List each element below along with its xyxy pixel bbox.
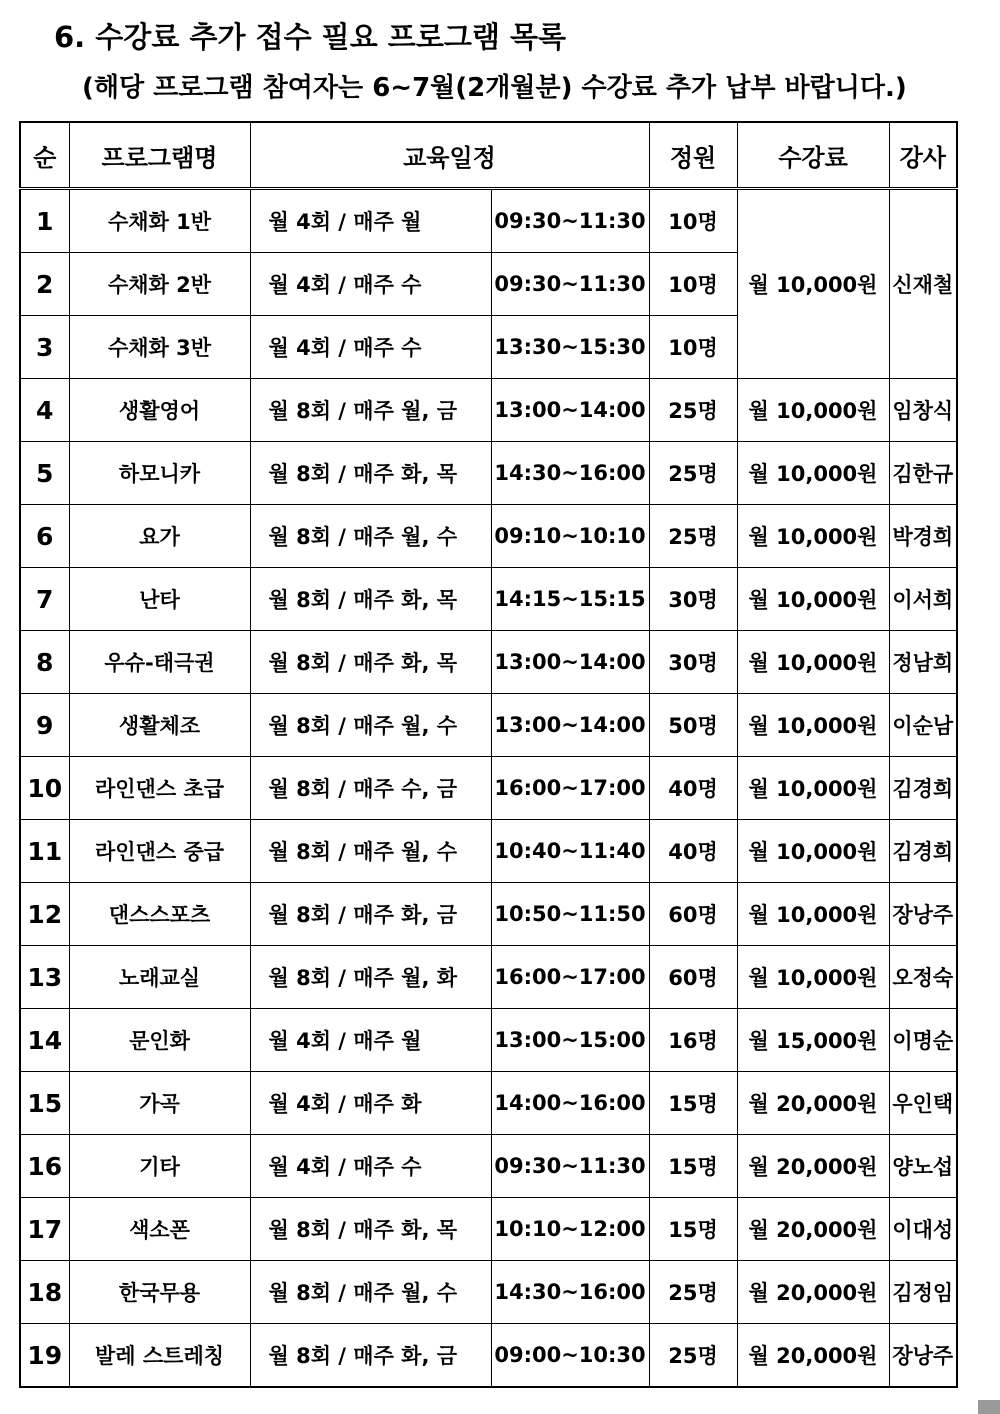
row-number: 13: [20, 946, 69, 1009]
row-number: 19: [20, 1324, 69, 1388]
row-number: 18: [20, 1261, 69, 1324]
fee: 월 10,000원: [737, 442, 889, 505]
instructor: 장낭주: [889, 1324, 957, 1388]
schedule-time: 09:30~11:30: [491, 189, 649, 253]
row-number: 3: [20, 316, 69, 379]
schedule-time: 13:30~15:30: [491, 316, 649, 379]
header-instructor: 강사: [889, 122, 957, 189]
program-name: 난타: [69, 568, 250, 631]
program-name: 발레 스트레칭: [69, 1324, 250, 1388]
fee: 월 10,000원: [737, 631, 889, 694]
fee: 월 10,000원: [737, 946, 889, 1009]
table-row: [20, 442, 957, 505]
instructor: 양노섭: [889, 1135, 957, 1198]
row-number: 9: [20, 694, 69, 757]
row-number: 11: [20, 820, 69, 883]
fee: 월 10,000원: [737, 568, 889, 631]
instructor: 김정임: [889, 1261, 957, 1324]
header-program: 프로그램명: [69, 122, 250, 189]
schedule-time: 13:00~15:00: [491, 1009, 649, 1072]
schedule-time: 14:15~15:15: [491, 568, 649, 631]
instructor: 김경희: [889, 820, 957, 883]
schedule-days: 월 8회 / 매주 월, 금: [250, 379, 491, 442]
row-number: 17: [20, 1198, 69, 1261]
capacity: 40명: [649, 757, 737, 820]
fee: 월 10,000원: [737, 505, 889, 568]
row-number: 4: [20, 379, 69, 442]
instructor: 신재철: [889, 189, 957, 379]
schedule-days: 월 4회 / 매주 월: [250, 1009, 491, 1072]
instructor: 김경희: [889, 757, 957, 820]
row-number: 6: [20, 505, 69, 568]
schedule-time: 13:00~14:00: [491, 694, 649, 757]
schedule-days: 월 4회 / 매주 월: [250, 189, 491, 253]
row-number: 7: [20, 568, 69, 631]
schedule-days: 월 8회 / 매주 월, 수: [250, 1261, 491, 1324]
capacity: 10명: [649, 189, 737, 253]
program-name: 색소폰: [69, 1198, 250, 1261]
row-number: 12: [20, 883, 69, 946]
instructor: 이순남: [889, 694, 957, 757]
instructor: 이서희: [889, 568, 957, 631]
instructor: 김한규: [889, 442, 957, 505]
schedule-days: 월 4회 / 매주 수: [250, 1135, 491, 1198]
fee: 월 20,000원: [737, 1198, 889, 1261]
fee: 월 10,000원: [737, 379, 889, 442]
schedule-time: 09:30~11:30: [491, 1135, 649, 1198]
capacity: 25명: [649, 505, 737, 568]
capacity: 60명: [649, 883, 737, 946]
program-name: 댄스스포츠: [69, 883, 250, 946]
fee: 월 10,000원: [737, 757, 889, 820]
schedule-days: 월 4회 / 매주 수: [250, 253, 491, 316]
fee: 월 20,000원: [737, 1135, 889, 1198]
capacity: 25명: [649, 1324, 737, 1388]
header-no: 순: [20, 122, 69, 189]
schedule-days: 월 8회 / 매주 월, 화: [250, 946, 491, 1009]
capacity: 15명: [649, 1072, 737, 1135]
table-row: [20, 883, 957, 946]
instructor: 장낭주: [889, 883, 957, 946]
instructor: 이대성: [889, 1198, 957, 1261]
schedule-time: 14:30~16:00: [491, 1261, 649, 1324]
schedule-time: 10:10~12:00: [491, 1198, 649, 1261]
capacity: 60명: [649, 946, 737, 1009]
program-name: 기타: [69, 1135, 250, 1198]
document-title: 6. 수강료 추가 접수 필요 프로그램 목록: [54, 20, 566, 54]
instructor: 우인택: [889, 1072, 957, 1135]
header-schedule: 교육일정: [250, 122, 649, 189]
program-name: 수채화 1반: [69, 189, 250, 253]
schedule-time: 14:30~16:00: [491, 442, 649, 505]
row-number: 14: [20, 1009, 69, 1072]
capacity: 16명: [649, 1009, 737, 1072]
instructor: 오정숙: [889, 946, 957, 1009]
schedule-time: 09:10~10:10: [491, 505, 649, 568]
program-name: 문인화: [69, 1009, 250, 1072]
capacity: 15명: [649, 1198, 737, 1261]
program-name: 라인댄스 초급: [69, 757, 250, 820]
schedule-days: 월 8회 / 매주 월, 수: [250, 694, 491, 757]
capacity: 10명: [649, 316, 737, 379]
schedule-days: 월 8회 / 매주 월, 수: [250, 505, 491, 568]
row-number: 8: [20, 631, 69, 694]
row-number: 10: [20, 757, 69, 820]
capacity: 25명: [649, 442, 737, 505]
table-row: [20, 1009, 957, 1072]
table-row: [20, 379, 957, 442]
table-row: [20, 1198, 957, 1261]
table-row: [20, 189, 957, 253]
table-row: [20, 631, 957, 694]
fee: 월 10,000원: [737, 883, 889, 946]
instructor: 이명순: [889, 1009, 957, 1072]
table-row: [20, 505, 957, 568]
program-name: 라인댄스 중급: [69, 820, 250, 883]
table-row: [20, 568, 957, 631]
program-name: 수채화 2반: [69, 253, 250, 316]
table-row: [20, 820, 957, 883]
schedule-time: 09:00~10:30: [491, 1324, 649, 1388]
row-number: 2: [20, 253, 69, 316]
instructor: 정남희: [889, 631, 957, 694]
schedule-days: 월 8회 / 매주 월, 수: [250, 820, 491, 883]
capacity: 15명: [649, 1135, 737, 1198]
schedule-time: 14:00~16:00: [491, 1072, 649, 1135]
schedule-time: 13:00~14:00: [491, 379, 649, 442]
capacity: 10명: [649, 253, 737, 316]
schedule-time: 10:40~11:40: [491, 820, 649, 883]
capacity: 25명: [649, 1261, 737, 1324]
fee: 월 20,000원: [737, 1072, 889, 1135]
schedule-days: 월 8회 / 매주 화, 목: [250, 442, 491, 505]
schedule-days: 월 8회 / 매주 화, 목: [250, 1198, 491, 1261]
capacity: 25명: [649, 379, 737, 442]
program-name: 한국무용: [69, 1261, 250, 1324]
row-number: 1: [20, 189, 69, 253]
document-subtitle: (해당 프로그램 참여자는 6~7월(2개월분) 수강료 추가 납부 바랍니다.): [82, 73, 907, 103]
schedule-time: 16:00~17:00: [491, 757, 649, 820]
fee: 월 15,000원: [737, 1009, 889, 1072]
instructor: 박경희: [889, 505, 957, 568]
table-header-row: [20, 122, 957, 189]
row-number: 5: [20, 442, 69, 505]
schedule-days: 월 8회 / 매주 화, 금: [250, 1324, 491, 1388]
schedule-days: 월 8회 / 매주 화, 목: [250, 631, 491, 694]
header-capacity: 정원: [649, 122, 737, 189]
table-row: [20, 946, 957, 1009]
schedule-time: 09:30~11:30: [491, 253, 649, 316]
fee: 월 10,000원: [737, 189, 889, 379]
schedule-days: 월 8회 / 매주 수, 금: [250, 757, 491, 820]
page-corner-mark: [978, 1400, 1000, 1414]
row-number: 16: [20, 1135, 69, 1198]
program-name: 요가: [69, 505, 250, 568]
instructor: 임창식: [889, 379, 957, 442]
capacity: 30명: [649, 568, 737, 631]
row-number: 15: [20, 1072, 69, 1135]
program-name: 하모니카: [69, 442, 250, 505]
fee: 월 10,000원: [737, 694, 889, 757]
capacity: 40명: [649, 820, 737, 883]
table-row: [20, 1135, 957, 1198]
fee: 월 20,000원: [737, 1261, 889, 1324]
program-name: 생활체조: [69, 694, 250, 757]
header-fee: 수강료: [737, 122, 889, 189]
table-row: [20, 757, 957, 820]
schedule-days: 월 8회 / 매주 화, 금: [250, 883, 491, 946]
program-name: 가곡: [69, 1072, 250, 1135]
program-table: [19, 121, 958, 1388]
capacity: 30명: [649, 631, 737, 694]
fee: 월 20,000원: [737, 1324, 889, 1388]
schedule-days: 월 8회 / 매주 화, 목: [250, 568, 491, 631]
schedule-days: 월 4회 / 매주 수: [250, 316, 491, 379]
table-row: [20, 694, 957, 757]
table-row: [20, 1261, 957, 1324]
table-row: [20, 1072, 957, 1135]
table-body: [20, 189, 957, 1388]
schedule-days: 월 4회 / 매주 화: [250, 1072, 491, 1135]
schedule-time: 13:00~14:00: [491, 631, 649, 694]
capacity: 50명: [649, 694, 737, 757]
schedule-time: 16:00~17:00: [491, 946, 649, 1009]
program-name: 우슈-태극권: [69, 631, 250, 694]
table-row: [20, 1324, 957, 1388]
schedule-time: 10:50~11:50: [491, 883, 649, 946]
program-name: 노래교실: [69, 946, 250, 1009]
program-name: 생활영어: [69, 379, 250, 442]
program-name: 수채화 3반: [69, 316, 250, 379]
fee: 월 10,000원: [737, 820, 889, 883]
